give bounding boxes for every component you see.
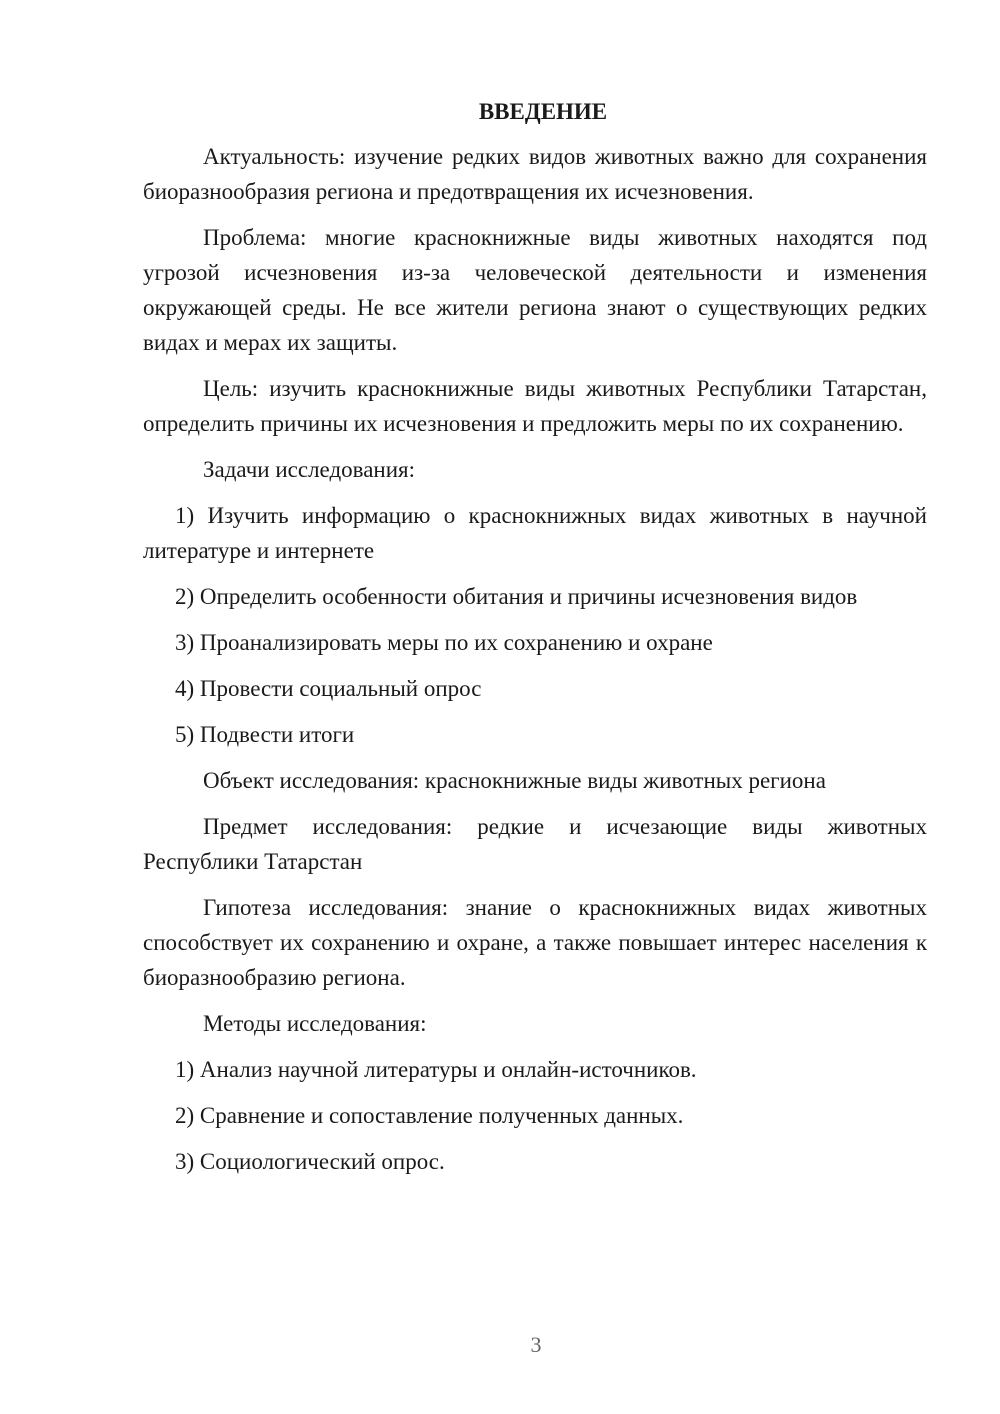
task-item: 1) Изучить информацию о краснокнижных видах животных в научной литературе и интернете	[143, 503, 927, 563]
goal-paragraph: Цель: изучить краснокнижные виды животных Республики Татарстан, определить причины их исчезновения и предложить меры по их сохранению.	[143, 376, 927, 436]
task-item: 5) Подвести итоги	[175, 722, 355, 747]
page-number: 3	[530, 1332, 542, 1357]
task-item: 2) Определить особенности обитания и причины исчезновения видов	[175, 584, 858, 609]
tasks-heading: Задачи исследования:	[203, 457, 416, 482]
task-item: 4) Провести социальный опрос	[175, 676, 482, 701]
object-paragraph: Объект исследования: краснокнижные виды животных региона	[203, 768, 826, 793]
hypothesis-paragraph: Гипотеза исследования: знание о краснокнижных видах животных способствует их сохранению и охране, а также повышает интерес населения к биоразнообразию региона.	[143, 895, 927, 990]
problem-paragraph: Проблема: многие краснокнижные виды животных находятся под угрозой исчезновения из-за человеческой деятельности и изменения окружающей среды. Не все жители региона знают о существующих редких видах и мерах их защиты.	[143, 225, 927, 355]
method-item: 1) Анализ научной литературы и онлайн-источников.	[175, 1057, 697, 1082]
section-heading: ВВЕДЕНИЕ	[478, 99, 608, 124]
method-item: 3) Социологический опрос.	[175, 1149, 445, 1174]
methods-heading: Методы исследования:	[203, 1011, 427, 1036]
method-item: 2) Сравнение и сопоставление полученных данных.	[175, 1103, 684, 1128]
relevance-paragraph: Актуальность: изучение редких видов животных важно для сохранения биоразнообразия региона и предотвращения их исчезновения.	[143, 144, 927, 204]
task-item: 3) Проанализировать меры по их сохранению и охране	[175, 630, 713, 655]
page-content	[143, 94, 927, 1190]
subject-paragraph: Предмет исследования: редкие и исчезающие виды животных Республики Татарстан	[143, 814, 927, 874]
